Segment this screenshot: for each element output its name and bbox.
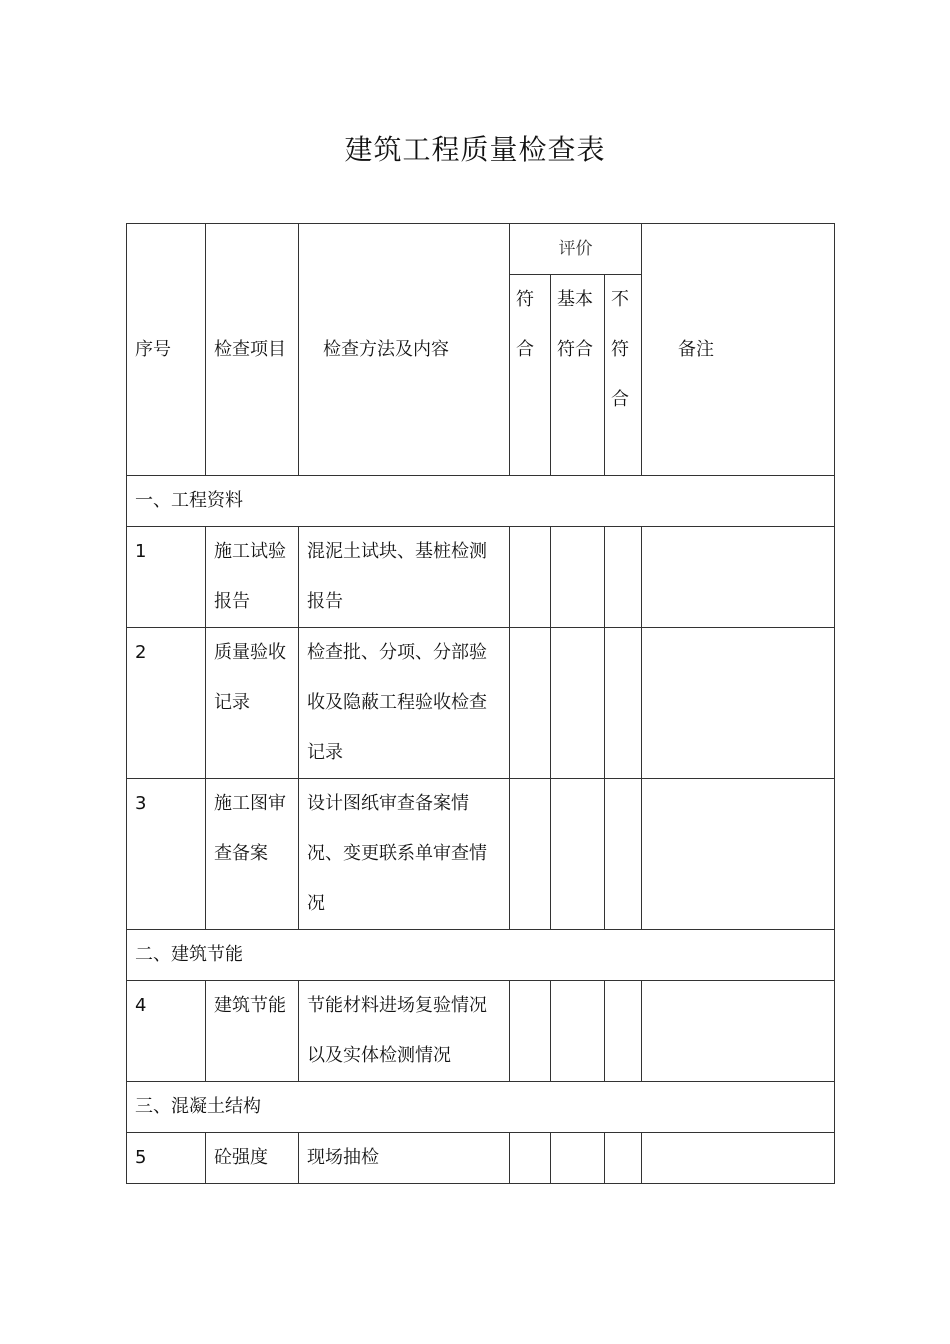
eval-conform-cell[interactable]	[510, 527, 551, 628]
header-method: 检查方法及内容	[299, 224, 510, 476]
eval-basic-conform-cell[interactable]	[551, 981, 605, 1082]
row-seq: 2	[127, 628, 206, 779]
row-method: 检查批、分项、分部验收及隐蔽工程验收检查记录	[299, 628, 510, 779]
notes-cell[interactable]	[642, 527, 835, 628]
page-title: 建筑工程质量检查表	[344, 133, 606, 166]
notes-cell[interactable]	[642, 981, 835, 1082]
eval-conform-cell[interactable]	[510, 779, 551, 930]
table-row	[127, 981, 835, 1082]
eval-basic-conform-cell[interactable]	[551, 1133, 605, 1184]
eval-nonconform-cell[interactable]	[605, 779, 642, 930]
header-evaluation: 评价	[510, 224, 642, 275]
table-row	[127, 628, 835, 779]
table-row	[127, 527, 835, 628]
header-eval-conform: 符合	[510, 275, 551, 476]
table-row	[127, 1133, 835, 1184]
row-seq: 3	[127, 779, 206, 930]
row-item: 施工试验报告	[206, 527, 299, 628]
eval-conform-cell[interactable]	[510, 981, 551, 1082]
row-item: 质量验收记录	[206, 628, 299, 779]
header-eval-nonconform: 不符合	[605, 275, 642, 476]
eval-basic-conform-cell[interactable]	[551, 527, 605, 628]
row-method: 设计图纸审查备案情况、变更联系单审查情况	[299, 779, 510, 930]
eval-conform-cell[interactable]	[510, 628, 551, 779]
eval-nonconform-cell[interactable]	[605, 628, 642, 779]
eval-conform-cell[interactable]	[510, 1133, 551, 1184]
row-method: 节能材料进场复验情况以及实体检测情况	[299, 981, 510, 1082]
row-seq: 5	[127, 1133, 206, 1184]
row-method: 混泥土试块、基桩检测报告	[299, 527, 510, 628]
notes-cell[interactable]	[642, 1133, 835, 1184]
row-item: 砼强度	[206, 1133, 299, 1184]
row-method: 现场抽检	[299, 1133, 510, 1184]
notes-cell[interactable]	[642, 628, 835, 779]
section-label: 二、建筑节能	[127, 930, 835, 981]
row-seq: 4	[127, 981, 206, 1082]
section-label: 三、混凝土结构	[127, 1082, 835, 1133]
header-eval-basic-conform: 基本符合	[551, 275, 605, 476]
section-label: 一、工程资料	[127, 476, 835, 527]
row-item: 施工图审查备案	[206, 779, 299, 930]
eval-nonconform-cell[interactable]	[605, 527, 642, 628]
row-seq: 1	[127, 527, 206, 628]
eval-basic-conform-cell[interactable]	[551, 628, 605, 779]
notes-cell[interactable]	[642, 779, 835, 930]
header-item: 检查项目	[206, 224, 299, 476]
header-seq: 序号	[127, 224, 206, 476]
eval-nonconform-cell[interactable]	[605, 981, 642, 1082]
table-row	[127, 779, 835, 930]
row-item: 建筑节能	[206, 981, 299, 1082]
inspection-table	[126, 223, 835, 1184]
eval-basic-conform-cell[interactable]	[551, 779, 605, 930]
header-notes: 备注	[642, 224, 835, 476]
eval-nonconform-cell[interactable]	[605, 1133, 642, 1184]
